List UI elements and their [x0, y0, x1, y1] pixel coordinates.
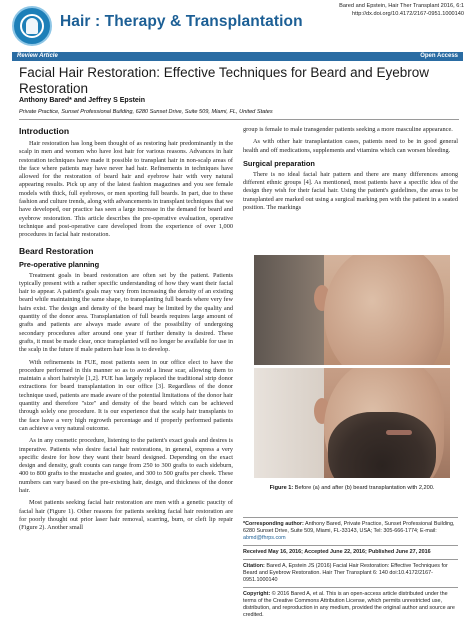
header-citation-line1: Bared and Epstein, Hair Ther Transplant 2016, 6:1 [339, 3, 464, 9]
figure-1-caption [254, 485, 450, 491]
article-type-bar [12, 52, 463, 61]
preop-paragraph-2: With refinements in FUE, most patients seen in our office elect to have the procedure performed in this manner so as to avoid a linear scar, allowing them to maintain a short hairstyle [1,2]. FUE has largely replaced the traditional strip donor extractions for beard transplantation in our office [3]. Regardless of the donor technique used, patients are made aware of the potential limitations of the donor hair quantity and therefore "size" and density of the beard which can be achieved through solely one procedure. It is our experience that the scalp hair transplants to the face have a very high regrowth percentage and if properly performed patients can achieve a very natural outcome. [19, 358, 233, 432]
photo-face [324, 255, 444, 365]
preop-paragraph-4: Most patients seeking facial hair restoration are men with a genetic paucity of facial hair (Figure 1). Other reasons for patients seeking facial hair restoration are for poorly thought out prior laser hair removal, scarring, burn, or cleft lip repair (Figure 2). Another small [19, 499, 233, 532]
left-column [19, 126, 233, 536]
intro-heading: Introduction [19, 126, 70, 136]
metadata-divider [243, 517, 458, 518]
right-paragraph-1: group is female to male transgender patients seeking a more masculine appearance. [243, 126, 453, 133]
corr-label: *Corresponding author: [243, 521, 304, 527]
copyright-text: © 2016 Bared A, et al. This is an open-access article distributed under the terms of the Creative Commons Attribution License, which permits unrestricted use, distribution, and reproduction in any medium, provided the original author and source are credited. [243, 591, 455, 618]
header-doi-link[interactable]: http://dx.doi.org/10.4172/2167-0951.1000140 [352, 10, 464, 17]
article-authors: Anthony Bared* and Jeffrey S Epstein [19, 97, 146, 104]
preop-paragraph-3: As in any cosmetic procedure, listening to the patient's exact goals and desires is imperative. Patients who desire facial hair restorations, in general, express a very specific desire for how they want their beard designed. Depending on the exact design and density, graft counts can range from 250 to 300 grafts to each sideburn, 400 to 800 grafts to the mustache and goatee, and 300 to 500 grafts per cheek. These numbers can vary based on the pre-existing hair, design, and thickness of the donor hair. [19, 437, 233, 494]
article-title: Facial Hair Restoration: Effective Techniques for Beard and Eyebrow Restoration [19, 65, 429, 96]
journal-title: Hair : Therapy & Transplantation [60, 13, 303, 30]
photo-background [254, 368, 324, 478]
surgical-prep-heading: Surgical preparation [243, 158, 315, 168]
dates-line [243, 549, 458, 556]
corresponding-author [243, 521, 458, 542]
beard-restoration-heading: Beard Restoration [19, 245, 94, 256]
corr-email-link[interactable]: abmd@fhrps.com [243, 535, 286, 541]
header-citation [339, 3, 464, 18]
figure-1b-after-photo [254, 368, 450, 478]
right-paragraph-2: As with other hair transplantation cases, patients need to be in good general health and off medications, supplements and vitamins which can worsen bleeding. [243, 138, 458, 154]
citation-text: Bared A, Epstein JS (2016) Facial Hair Restoration: Effective Techniques for Beard and Eyebrow Restoration. Hair Ther Transplant 6: 140 doi:10.4172/2167-0951.1000140 [243, 563, 448, 583]
dates-text: Received May 16, 2016; Accepted June 22, 2016; Published June 27, 2016 [243, 549, 431, 555]
right-column [243, 126, 458, 216]
photo-mouth [386, 430, 412, 435]
citation-label: Citation: [243, 563, 265, 569]
figure-1 [254, 255, 450, 491]
preop-planning-heading: Pre-operative planning [19, 259, 100, 269]
journal-logo-icon [12, 6, 52, 46]
copyright-block [243, 591, 458, 619]
title-divider [19, 119, 459, 120]
figure-1a-before-photo [254, 255, 450, 365]
copyright-label: Copyright: [243, 591, 271, 597]
article-metadata [243, 517, 458, 622]
article-type-label: Review Article [17, 53, 58, 59]
citation-block [243, 563, 458, 584]
article-affiliation: Private Practice, Sunset Professional Building, 6280 Sunset Drive, Suite 509, Miami, FL, United States [19, 109, 273, 115]
open-access-label: Open Access [420, 53, 458, 59]
metadata-divider [243, 545, 458, 546]
corr-text: Anthony Bared, Private Practice, Sunset Professional Building, 6280 Sunset Drive, Suite 509, Miami, FL-33143, USA; Tel: 305-666-1774; E-mail: [243, 521, 455, 534]
intro-paragraph: Hair restoration has long been thought of as restoring hair predominantly in the scalp in men and women who have lost hair for various reasons. Advances in hair restoration techniques have made it possible to transplant hair in non-scalp areas of the face where patients may have never had hair. Refinements in techniques have allowed for the restoration of beard hair and eyebrow hair with very natural appearing results. Pick up any of the latest fashion magazines and you see female models with thick, full eyebrows, or men sporting full beards. In part, due to these fashion and culture trends, along with advancements in transplant techniques that we have developed, our practice has seen a large increase in the demand for beard and eyebrow restoration. This article describes the pre-operative evaluation, operative technique and post-operative care developed from the experience of over 1,000 procedures in facial hair restoration. [19, 140, 233, 239]
figure-caption-label: Figure 1: [269, 485, 294, 491]
figure-caption-text: Before (a) and after (b) beard transplantation with 2,200. [294, 485, 435, 491]
page-header [0, 0, 474, 50]
logo-emblem [26, 18, 38, 34]
photo-beard [328, 412, 436, 478]
metadata-divider [243, 587, 458, 588]
photo-background [254, 255, 324, 365]
preop-paragraph-1: Treatment goals in beard restoration are often set by the patient. Patients typically present with a rather specific understanding of how they want their facial hair to appear. A patient's goals may vary from increasing the density of an existing beard while maintaining the same shape, to transplanting full beards where very few hairs exist. The design and density of the beard may be limited by the quality and quantity of the donor area. Transplantation of full beards requires large amount of grafts and patients are always made aware of the possibility of undergoing secondary procedures after around one year if further density is desired. These grafts, it must be made clear, once transplanted will no longer be available for use in the scalp in the future if male pattern hair loss is to develop. [19, 271, 233, 354]
surgical-prep-paragraph: There is no ideal facial hair pattern and there are many differences among different ethnic groups [4]. As mentioned, most patients have a specific idea of the design they wish for their facial hair. Using the patient's guidelines, the areas to be transplanted are marked out using a surgical marking pen with the patient in a seated position. The markings [243, 170, 458, 212]
metadata-divider [243, 559, 458, 560]
